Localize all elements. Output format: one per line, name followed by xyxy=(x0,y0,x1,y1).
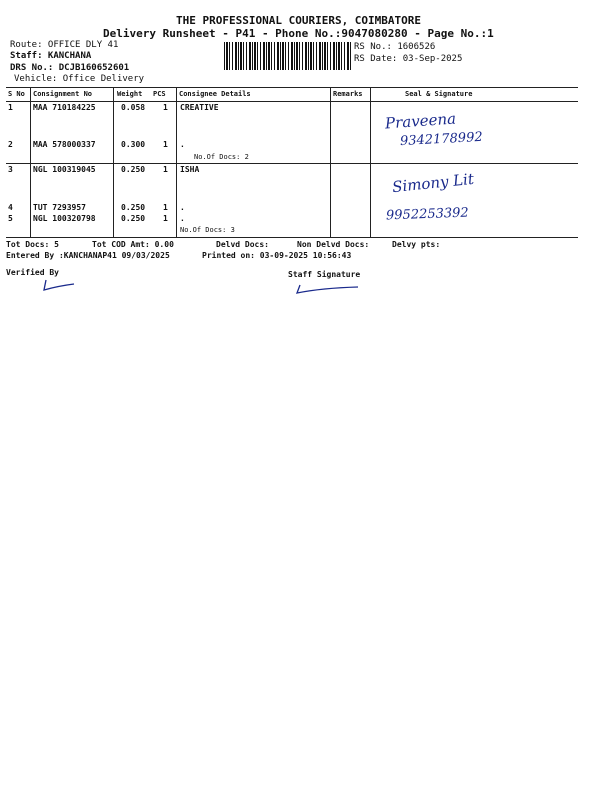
col-divider xyxy=(113,87,114,237)
table-top-border xyxy=(6,87,578,88)
rs-date: RS Date: 03-Sep-2025 xyxy=(354,54,463,64)
header-consignee: Consignee Details xyxy=(179,90,251,98)
header-sno: S No xyxy=(8,90,25,98)
table-row-pcs: 1 xyxy=(163,140,168,149)
route-label: Route: OFFICE DLY 41 xyxy=(10,40,119,50)
table-row-sno: 5 xyxy=(8,214,13,223)
header-seal: Seal & Signature xyxy=(405,90,473,98)
staff-signature-stroke xyxy=(292,282,362,298)
drs-number: DRS No.: DCJB160652601 xyxy=(10,63,130,73)
col-divider xyxy=(370,87,371,237)
vehicle-label: Vehicle: Office Delivery xyxy=(14,74,145,84)
staff-label: Staff: KANCHANA xyxy=(10,51,92,61)
total-cod: Tot COD Amt: 0.00 xyxy=(92,240,174,249)
row-group-divider xyxy=(6,163,578,164)
delivery-points: Delvy pts: xyxy=(392,240,441,249)
staff-signature: Staff Signature xyxy=(288,270,361,279)
handwritten-phone: 9342178992 xyxy=(399,129,484,150)
table-row-weight: 0.058 xyxy=(121,103,146,112)
table-row-consignee: . xyxy=(180,140,185,149)
header-weight: Weight xyxy=(117,90,143,98)
table-row-sno: 1 xyxy=(8,103,13,112)
verified-tick-mark xyxy=(40,276,80,296)
delivered-docs: Delvd Docs: xyxy=(216,240,269,249)
table-header-border xyxy=(6,101,578,102)
table-row-pcs: 1 xyxy=(163,165,168,174)
docs-count-note: No.Of Docs: 2 xyxy=(194,153,249,161)
table-row-consignment: TUT 7293957 xyxy=(33,203,86,212)
printed-on: Printed on: 03-09-2025 10:56:43 xyxy=(202,251,352,260)
col-divider xyxy=(176,87,177,237)
barcode xyxy=(224,42,352,70)
table-row-weight: 0.250 xyxy=(121,203,146,212)
table-row-sno: 2 xyxy=(8,140,13,149)
table-row-consignment: MAA 578000337 xyxy=(33,140,96,149)
runsheet-title: Delivery Runsheet - P41 - Phone No.:9047080280 - Page No.:1 xyxy=(103,27,494,40)
table-row-pcs: 1 xyxy=(163,203,168,212)
handwritten-name: Simony Lit xyxy=(391,169,475,197)
col-divider xyxy=(30,87,31,237)
entered-by: Entered By :KANCHANAP41 09/03/2025 xyxy=(6,251,170,260)
table-row-consignee: . xyxy=(180,203,185,212)
table-row-consignment: NGL 100319045 xyxy=(33,165,96,174)
table-row-weight: 0.300 xyxy=(121,140,146,149)
table-row-sno: 3 xyxy=(8,165,13,174)
table-row-pcs: 1 xyxy=(163,214,168,223)
col-divider xyxy=(330,87,331,237)
header-consignment: Consignment No xyxy=(33,90,93,98)
table-bottom-border xyxy=(6,237,578,238)
table-row-consignee: . xyxy=(180,214,185,223)
header-remarks: Remarks xyxy=(333,90,363,98)
total-docs: Tot Docs: 5 xyxy=(6,240,59,249)
table-row-consignment: NGL 100320798 xyxy=(33,214,96,223)
company-name: THE PROFESSIONAL COURIERS, COIMBATORE xyxy=(176,14,422,27)
docs-count-note: No.Of Docs: 3 xyxy=(180,226,235,234)
table-row-consignee: ISHA xyxy=(180,165,200,174)
non-delivered-docs: Non Delvd Docs: xyxy=(297,240,370,249)
verified-by: Verified By xyxy=(6,268,59,277)
table-row-weight: 0.250 xyxy=(121,214,146,223)
handwritten-phone: 9952253392 xyxy=(385,205,469,224)
table-row-consignee: CREATIVE xyxy=(180,103,219,112)
handwritten-name: Praveena xyxy=(384,109,457,133)
header-pcs: PCS xyxy=(153,90,166,98)
rs-number: RS No.: 1606526 xyxy=(354,42,436,52)
table-row-weight: 0.250 xyxy=(121,165,146,174)
table-row-consignment: MAA 710184225 xyxy=(33,103,96,112)
table-row-sno: 4 xyxy=(8,203,13,212)
table-row-pcs: 1 xyxy=(163,103,168,112)
